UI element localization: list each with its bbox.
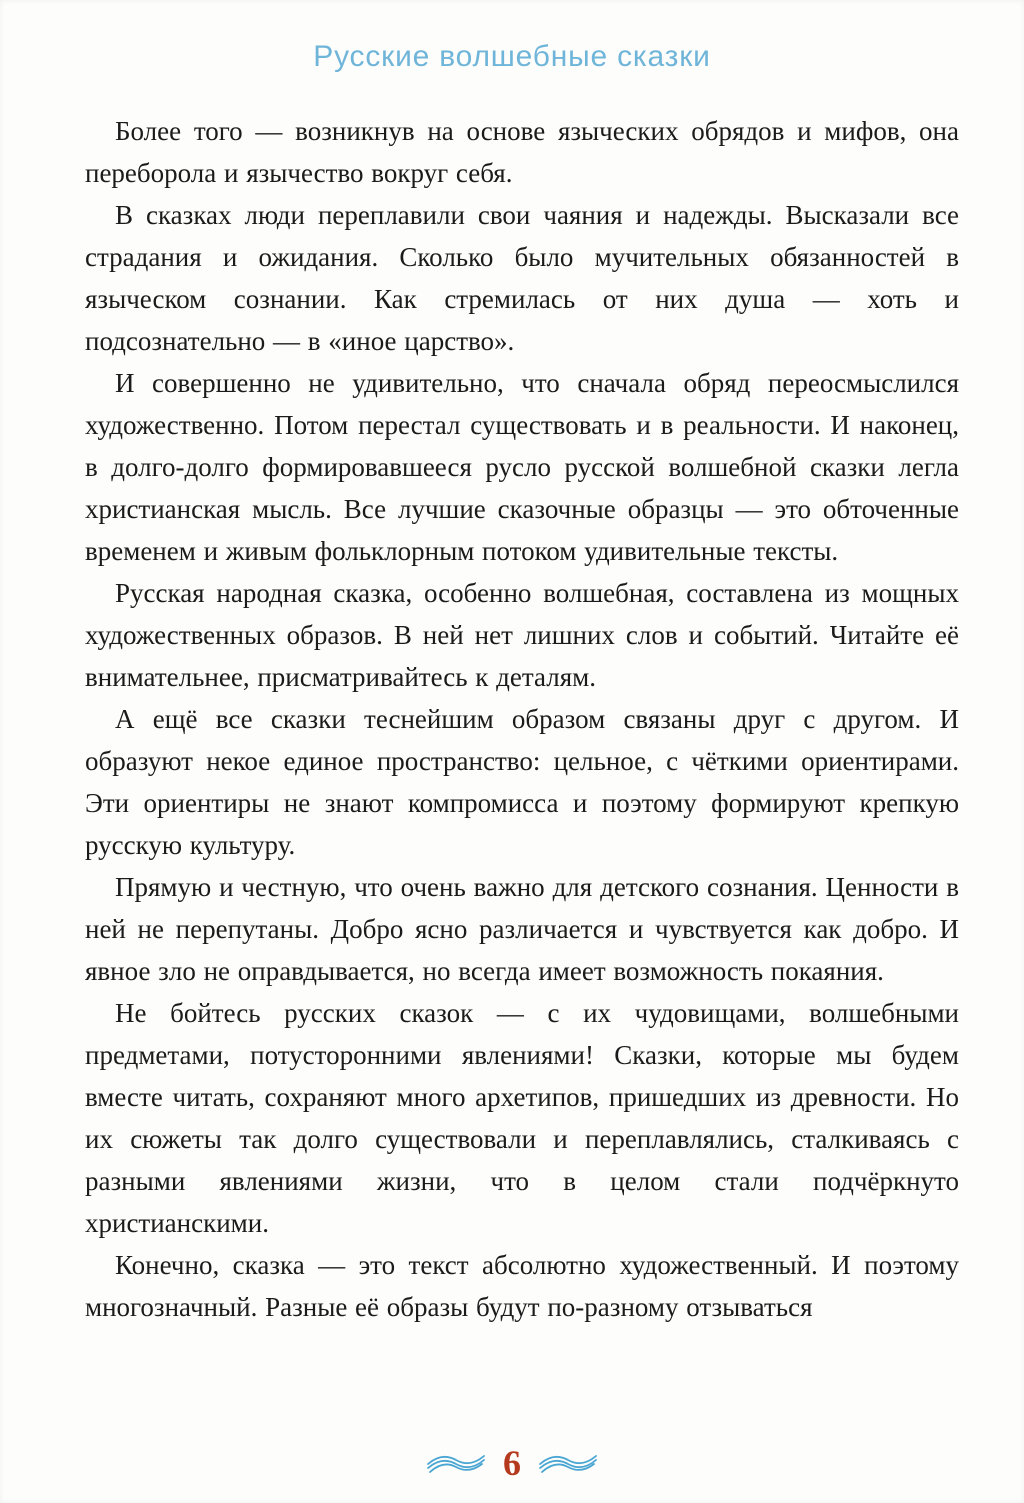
paragraph: Прямую и честную, что очень важно для детского сознания. Ценности в ней не перепутаны. Добро ясно различается и чувствуется как добро. И явное зло не оправдывается, но всегда имеет возможность покаяния.	[85, 872, 959, 986]
paragraph: И совершенно не удивительно, что сначала обряд переосмыслился художественно. Потом перестал существовать и в реальности. И наконец, в долго-долго формировавшееся русло русской волшебной сказки легла христианская мысль. Все лучшие сказочные образцы — это обточенные временем и живым фольклорным потоком удивительные тексты.	[85, 368, 959, 566]
running-header: Русские волшебные сказки	[313, 40, 711, 73]
paragraph: В сказках люди переплавили свои чаяния и надежды. Высказали все страдания и ожидания. Сколько было мучительных обязанностей в языческом сознании. Как стремилась от них душа — хоть и подсознательно — в «иное царство».	[85, 200, 959, 356]
page-number: 6	[503, 1443, 521, 1483]
paragraph: Не бойтесь русских сказок — с их чудовищами, волшебными предметами, потусторонними явлениями! Сказки, которые мы будем вместе читать, сохраняют много архетипов, пришедших из древности. Но их сюжеты так долго существовали и переплавлялись, сталкиваясь с разными явлениями жизни, что в целом стали подчёркнуто христианскими.	[85, 998, 959, 1238]
body-text	[85, 110, 959, 1328]
paragraph: Конечно, сказка — это текст абсолютно художественный. И поэтому многозначный. Разные её образы будут по-разному отзываться	[85, 1250, 959, 1322]
swash-left-icon	[425, 1450, 487, 1476]
paragraph: Русская народная сказка, особенно волшебная, составлена из мощных художественных образов. В ней нет лишних слов и событий. Читайте её внимательнее, присматривайтесь к деталям.	[85, 578, 959, 692]
swash-right-icon	[537, 1450, 599, 1476]
paragraph: Более того — возникнув на основе языческих обрядов и мифов, она переборола и язычество вокруг себя.	[85, 116, 959, 188]
paragraph: А ещё все сказки теснейшим образом связаны друг с другом. И образуют некое единое пространство: цельное, с чёткими ориентирами. Эти ориентиры не знают компромисса и поэтому формируют крепкую русскую культуру.	[85, 704, 959, 860]
page-footer	[0, 1445, 1024, 1481]
